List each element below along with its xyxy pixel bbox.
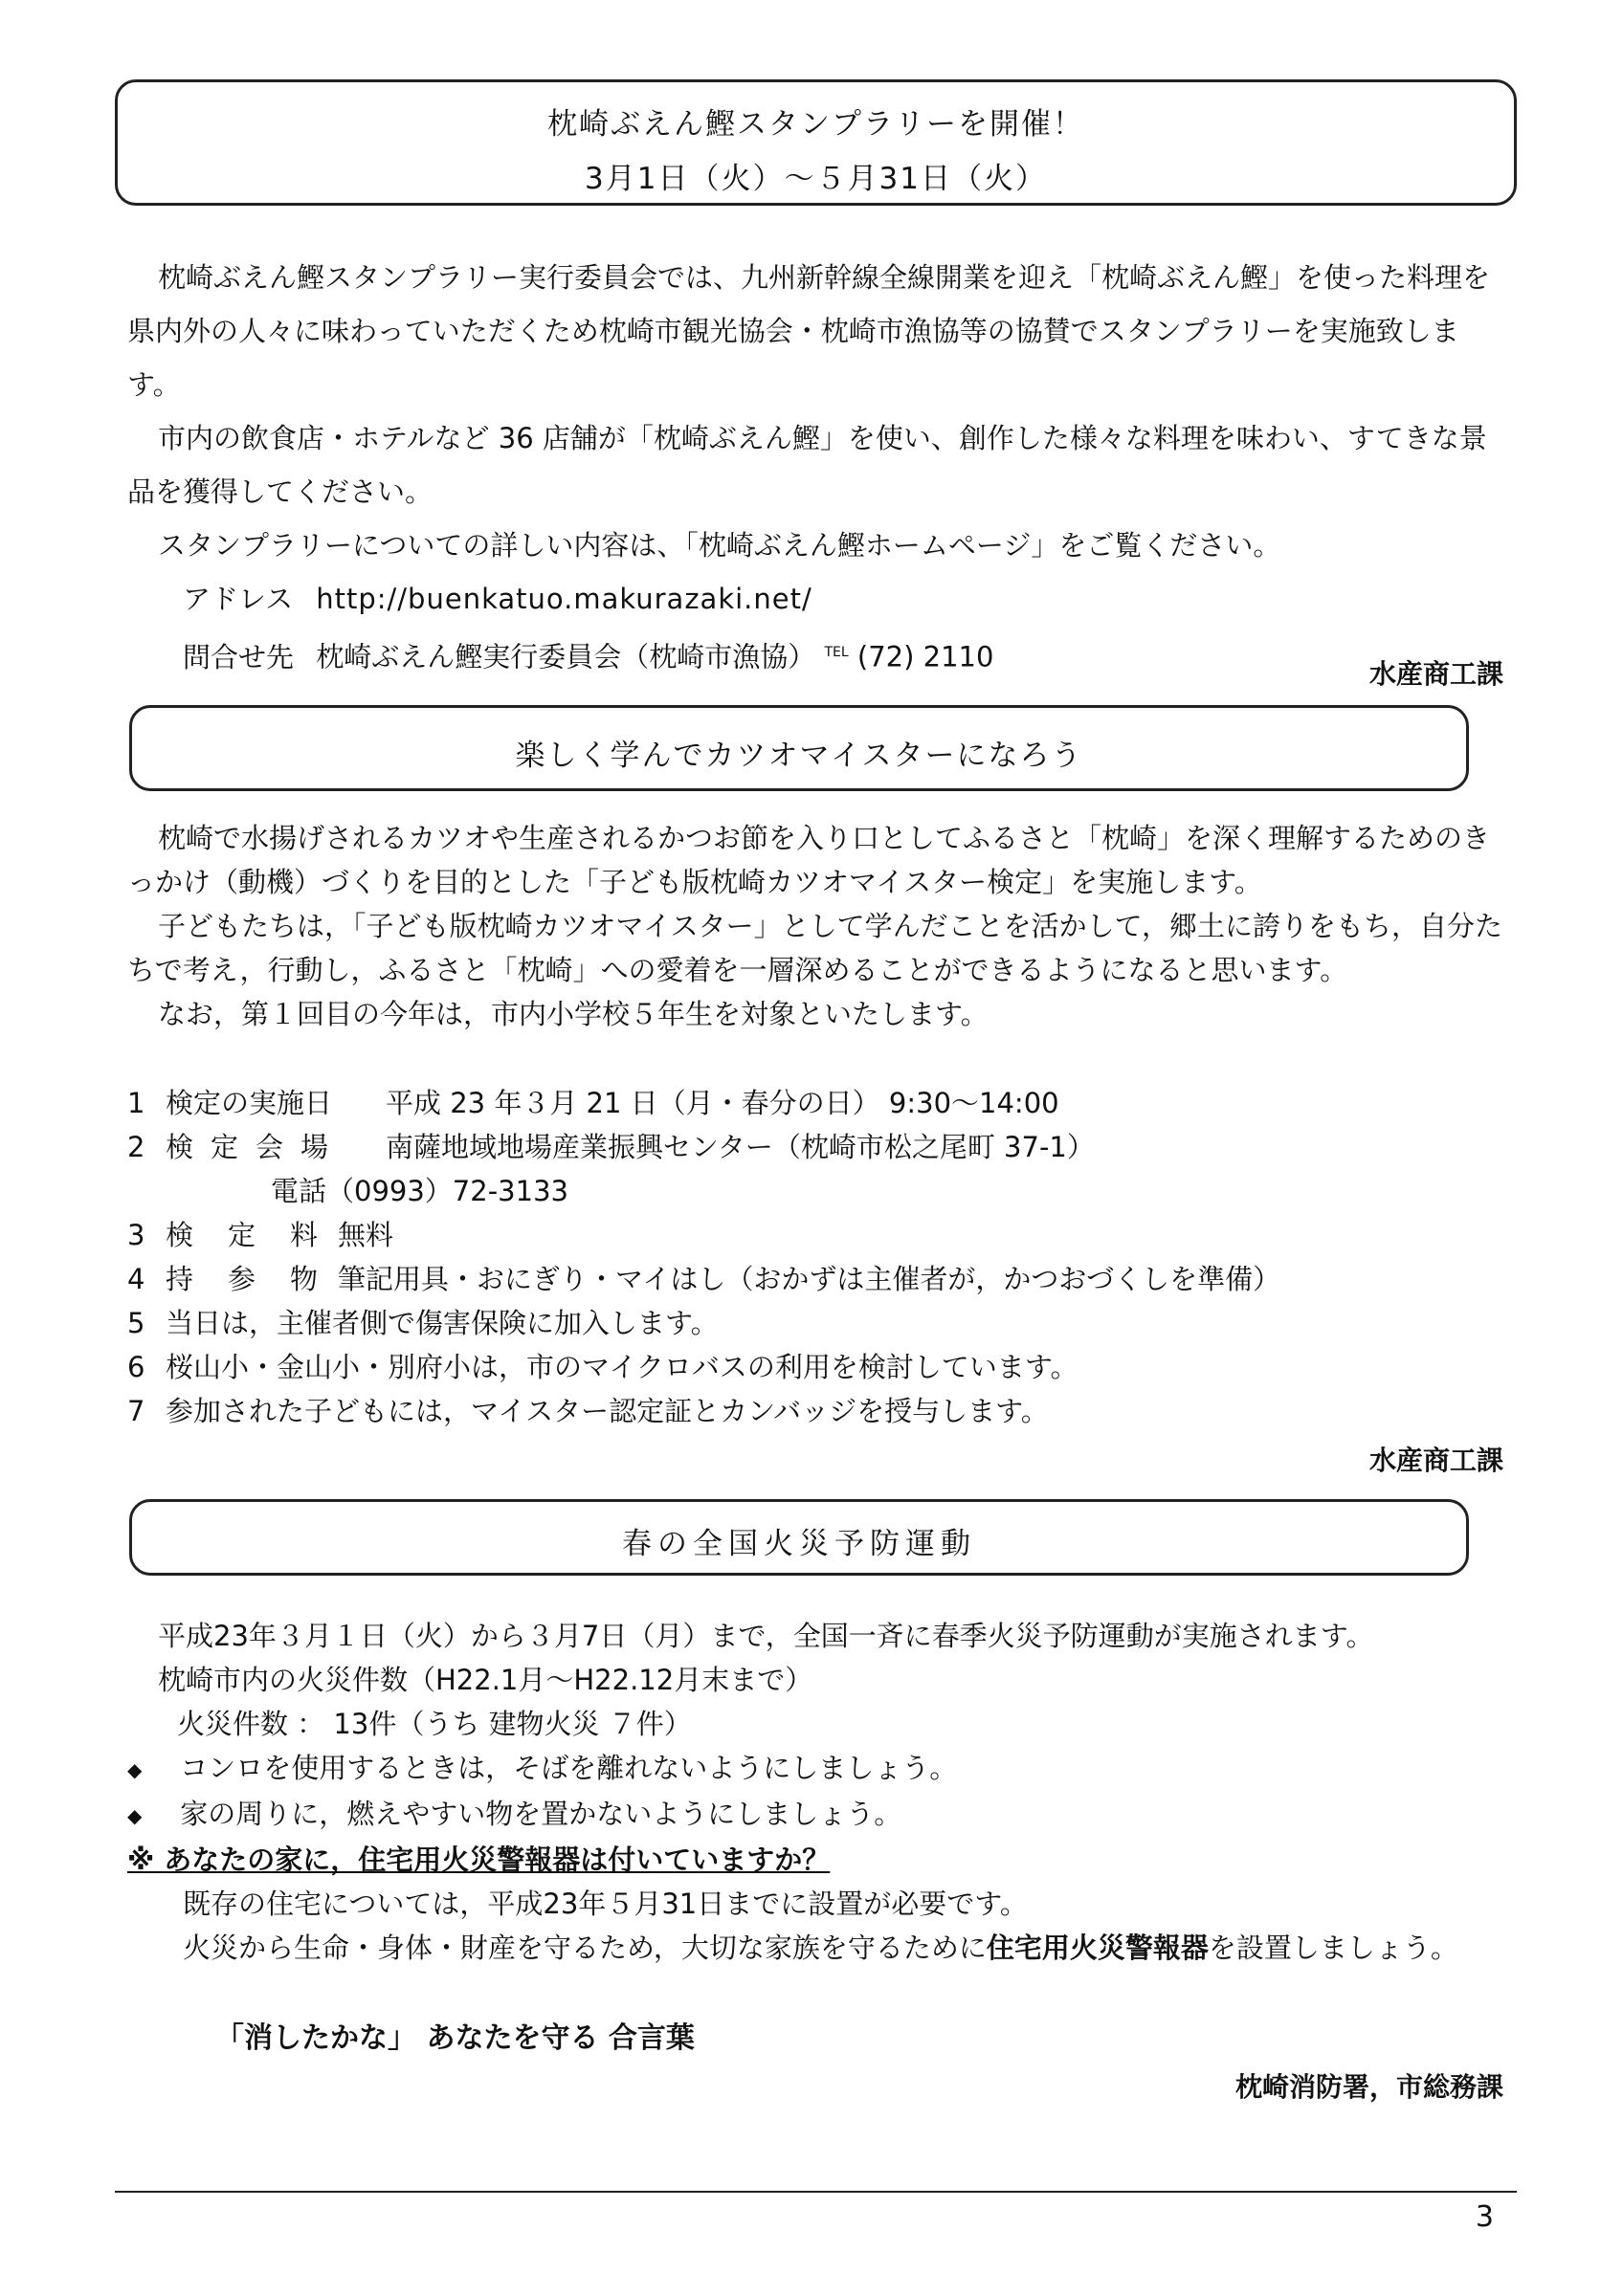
katsuo-paragraph: なお，第１回目の今年は，市内小学校５年生を対象といたします。	[158, 998, 989, 1030]
stamp-rally-body	[127, 251, 1505, 684]
fire-header-box	[129, 1499, 1469, 1576]
fire-line: 枕崎市内の火災件数（H22.1月～H22.12月末まで）	[158, 1664, 813, 1696]
address-link[interactable]: http://buenkatuo.makurazaki.net/	[316, 583, 812, 615]
stamp-rally-period: 3月1日（火）～５月31日（火）	[585, 162, 1047, 196]
katsuo-department: 水産商工課	[1368, 1445, 1503, 1476]
fire-line: 平成23年３月１日（火）から３月7日（月）まで，全国一斉に春季火災予防運動が実施されます。	[158, 1620, 1374, 1652]
stamp-rally-paragraph: スタンプラリーについての詳しい内容は、「枕崎ぶえん鰹ホームページ」をご覧ください。	[158, 529, 1281, 562]
fire-note-last: 火災から生命・身体・財産を守るため，大切な家族を守るために住宅用火災警報器を設置しましょう。	[183, 1932, 1458, 1964]
diamond-bullet-icon: ◆	[127, 1804, 143, 1827]
list-item: 4 持参物筆記用具・おにぎり・マイはし（おかずは主催者が，かつおづくしを準備）	[127, 1263, 1281, 1295]
footer-divider	[115, 2191, 1517, 2193]
tel-mark: TEL	[824, 645, 849, 660]
list-item: 電話（0993）72-3133	[271, 1175, 568, 1207]
stamp-rally-department: 水産商工課	[1368, 658, 1503, 690]
fire-body	[127, 1614, 1505, 1970]
katsuo-paragraph: 子どもたちは，「子ども版枕崎カツオマイスター」として学んだことを活かして，郷土に誇りをもち，自分たちで考え，行動し，ふるさと「枕崎」への愛着を一層深めることができるようになると思います。	[127, 910, 1503, 986]
katsuo-header-box	[129, 705, 1469, 791]
list-item: 3 検定料無料	[127, 1219, 394, 1251]
fire-note: 既存の住宅については，平成23年５月31日までに設置が必要です。	[183, 1888, 1028, 1920]
address-line	[127, 572, 1505, 626]
list-item: 2 検定会場 南薩地域地場産業振興センター（枕崎市松之尾町 37-1）	[127, 1131, 1095, 1163]
list-item: 6 桜山小・金山小・別府小は，市のマイクロバスの利用を検討しています。	[127, 1351, 1078, 1383]
fire-motto: 「消したかな」 あなたを守る 合言葉	[215, 2021, 695, 2055]
stamp-rally-paragraph: 市内の飲食店・ホテルなど 36 店舗が「枕崎ぶえん鰹」を使い、創作した様々な料理を味わい、すてきな景品を獲得してください。	[127, 422, 1487, 508]
katsuo-body	[127, 816, 1505, 1036]
fire-line: 火災件数 ： 13件（うち 建物火災 ７件）	[177, 1708, 692, 1740]
stamp-rally-header-box	[115, 79, 1517, 206]
list-item: 5 当日は，主催者側で傷害保険に加入します。	[127, 1307, 719, 1339]
katsuo-details-list	[127, 1081, 1505, 1433]
list-item: 7 参加された子どもには，マイスター認定証とカンバッジを授与します。	[127, 1395, 1049, 1427]
diamond-bullet-icon: ◆	[127, 1758, 143, 1781]
stamp-rally-paragraph: 枕崎ぶえん鰹スタンプラリー実行委員会では、九州新幹線全線開業を迎え「枕崎ぶえん鰹」を使った料理を県内外の人々に味わっていただくため枕崎市観光協会・枕崎市漁協等の協賛でスタンプラリーを実施致します。	[127, 261, 1491, 401]
page-number: 3	[1475, 2200, 1494, 2234]
list-item: 1 検定の実施日 平成 23 年３月 21 日（月・春分の日） 9:30～14:00	[127, 1087, 1059, 1119]
bullet-text: 家の周りに，燃えやすい物を置かないようにしましょう。	[180, 1798, 902, 1830]
contact-value: 枕崎ぶえん鰹実行委員会（枕崎市漁協）	[316, 640, 816, 673]
address-label: アドレス	[183, 583, 294, 615]
bullet-text: コンロを使用するときは，そばを離れないようにしましょう。	[180, 1752, 958, 1784]
contact-line	[127, 626, 1505, 684]
stamp-rally-title: 枕崎ぶえん鰹スタンプラリーを開催！	[547, 107, 1084, 142]
list-item	[127, 1792, 1505, 1838]
katsuo-title: 楽しく学んでカツオマイスターになろう	[515, 739, 1083, 773]
fire-title: 春の全国火災予防運動	[622, 1527, 976, 1561]
katsuo-paragraph: 枕崎で水揚げされるカツオや生産されるかつお節を入り口としてふるさと「枕崎」を深く理解するためのきっかけ（動機）づくりを目的とした「子ども版枕崎カツオマイスター検定」を実施します。	[127, 822, 1491, 898]
tel-number: (72) 2110	[856, 640, 994, 673]
smoke-alarm-alert: ※ あなたの家に，住宅用火災警報器は付いていますか？	[127, 1843, 831, 1876]
contact-label: 問合せ先	[183, 640, 295, 673]
list-item	[127, 1746, 1505, 1792]
fire-department: 枕崎消防署，市総務課	[1234, 2071, 1503, 2103]
